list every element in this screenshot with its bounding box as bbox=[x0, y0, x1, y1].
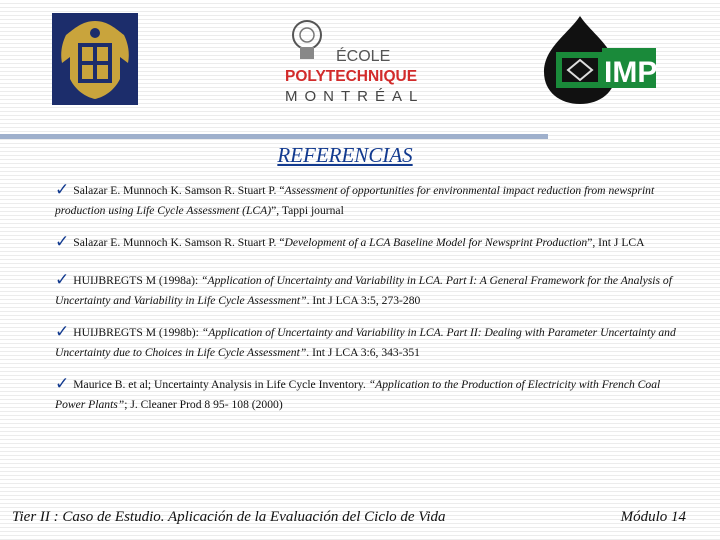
poly-line1: ÉCOLE bbox=[336, 48, 391, 65]
reference-item: ✓ Salazar E. Munnoch K. Samson R. Stuart P. “Assessment of opportunities for environmental impact reduction from newsprint production using Life Cycle Assessment (LCA)”, Tappi journal bbox=[55, 180, 655, 217]
poly-line3: MONTRÉAL bbox=[285, 88, 425, 105]
title-rule bbox=[0, 134, 548, 139]
reference-item: ✓ HUIJBREGTS M (1998a): “Application of Uncertainty and Variability in LCA. Part I: A General Framework for the Analysis of Uncertainty and Variability in Life Cycle Assessment”. Int J LCA 3:5, 273-280 bbox=[55, 270, 672, 307]
page-title: REFERENCIAS bbox=[277, 143, 413, 167]
reference-item: ✓ Salazar E. Munnoch K. Samson R. Stuart P. “Development of a LCA Baseline Model for Newsprint Production”, Int J LCA bbox=[55, 232, 645, 252]
checkmark-icon: ✓ bbox=[55, 232, 70, 252]
unam-crest-logo bbox=[52, 13, 138, 105]
polytechnique-montreal-logo bbox=[280, 15, 430, 105]
footer-title: Tier II : Caso de Estudio. Aplicación de la Evaluación del Ciclo de Vida bbox=[12, 509, 446, 525]
reference-item: ✓ Maurice B. et al; Uncertainty Analysis in Life Cycle Inventory. “Application to the Production of Electricity with French Coal Power Plants”; J. Cleaner Prod 8 95- 108 (2000) bbox=[55, 374, 661, 411]
checkmark-icon: ✓ bbox=[55, 270, 70, 290]
checkmark-icon: ✓ bbox=[55, 374, 70, 394]
poly-line2: POLYTECHNIQUE bbox=[285, 68, 418, 85]
reference-item: ✓ HUIJBREGTS M (1998b): “Application of Uncertainty and Variability in LCA. Part II: Dealing with Parameter Uncertainty and Uncertainty due to Choices in Life Cycle Assessment”. Int J LCA 3:6, 343-351 bbox=[55, 322, 676, 359]
footer-module: Módulo 14 bbox=[620, 509, 686, 525]
imp-text: IMP bbox=[604, 56, 658, 89]
imp-logo bbox=[540, 16, 660, 104]
checkmark-icon: ✓ bbox=[55, 180, 70, 200]
checkmark-icon: ✓ bbox=[55, 322, 70, 342]
